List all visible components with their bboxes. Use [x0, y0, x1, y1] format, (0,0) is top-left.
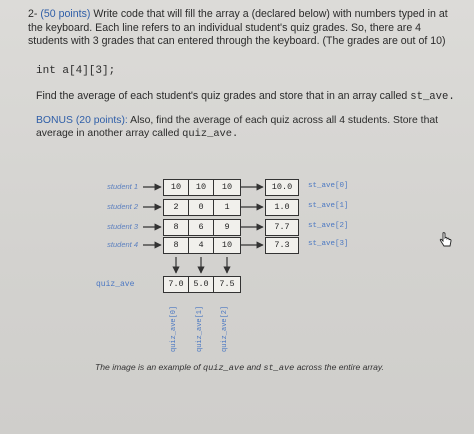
quiz-ave-index-label: quiz_ave[1]	[196, 305, 204, 352]
hand-cursor-icon	[438, 232, 454, 248]
grade-cell: 0	[188, 199, 214, 216]
question-number: 2-	[28, 8, 38, 20]
grade-cell: 9	[213, 219, 241, 236]
caption-st-ave: st_ave	[263, 363, 295, 373]
st-ave-label: st_ave[3]	[308, 240, 349, 248]
grade-cell: 10	[213, 237, 241, 254]
code-declaration: int a[4][3];	[36, 65, 116, 77]
st-ave-cell: 10.0	[265, 179, 299, 196]
quiz-ave-index-label: quiz_ave[2]	[221, 305, 229, 352]
student-label-2: student 2	[107, 202, 138, 211]
grade-cell: 8	[163, 219, 189, 236]
bonus-points: (20 points):	[75, 115, 128, 126]
grade-cell: 10	[163, 179, 189, 196]
grade-cell: 4	[188, 237, 214, 254]
question-points: (50 points)	[40, 8, 91, 20]
grade-cell: 6	[188, 219, 214, 236]
student-label-3: student 3	[107, 222, 138, 231]
instruction-array-name: st_ave.	[410, 91, 455, 103]
st-ave-label: st_ave[2]	[308, 222, 349, 230]
student-label-1: student 1	[107, 182, 138, 191]
bonus-label: BONUS	[36, 115, 73, 126]
grade-cell: 2	[163, 199, 189, 216]
grade-cell: 8	[163, 237, 189, 254]
st-ave-cell: 1.0	[265, 199, 299, 216]
caption-part-c: and	[246, 362, 261, 372]
bonus-body: Also, find the average of each quiz across all 4 students. Store that average in another array called	[36, 115, 439, 139]
caption-part-a: The image is an example of	[95, 362, 201, 372]
quiz-ave-cell: 7.0	[163, 276, 189, 293]
caption-quiz-ave: quiz_ave	[202, 363, 245, 373]
diagram-caption	[95, 362, 455, 373]
st-ave-cell: 7.7	[265, 219, 299, 236]
grade-cell: 1	[213, 199, 241, 216]
question-body: Write code that will fill the array a (declared below) with numbers typed in at the keyboard. Each line refers to an individual student's quiz grades. So, there are 4 students with 3 grades that can entered through the keyboard. (The grades are out of 10)	[28, 8, 448, 47]
caption-part-e: across the entire array.	[296, 362, 384, 372]
quiz-ave-cell: 5.0	[188, 276, 214, 293]
student-label-4: student 4	[107, 240, 138, 249]
grade-cell: 10	[213, 179, 241, 196]
grade-cell: 10	[188, 179, 214, 196]
bonus-array-name: quiz_ave.	[182, 128, 239, 140]
st-ave-cell: 7.3	[265, 237, 299, 254]
instruction-body: Find the average of each student's quiz grades and store that in an array called	[36, 90, 408, 102]
quiz-ave-cell: 7.5	[213, 276, 241, 293]
st-ave-label: st_ave[0]	[308, 182, 349, 190]
st-ave-label: st_ave[1]	[308, 202, 349, 210]
quiz-ave-index-label: quiz_ave[0]	[170, 305, 178, 352]
quiz-ave-label: quiz_ave	[96, 280, 135, 289]
